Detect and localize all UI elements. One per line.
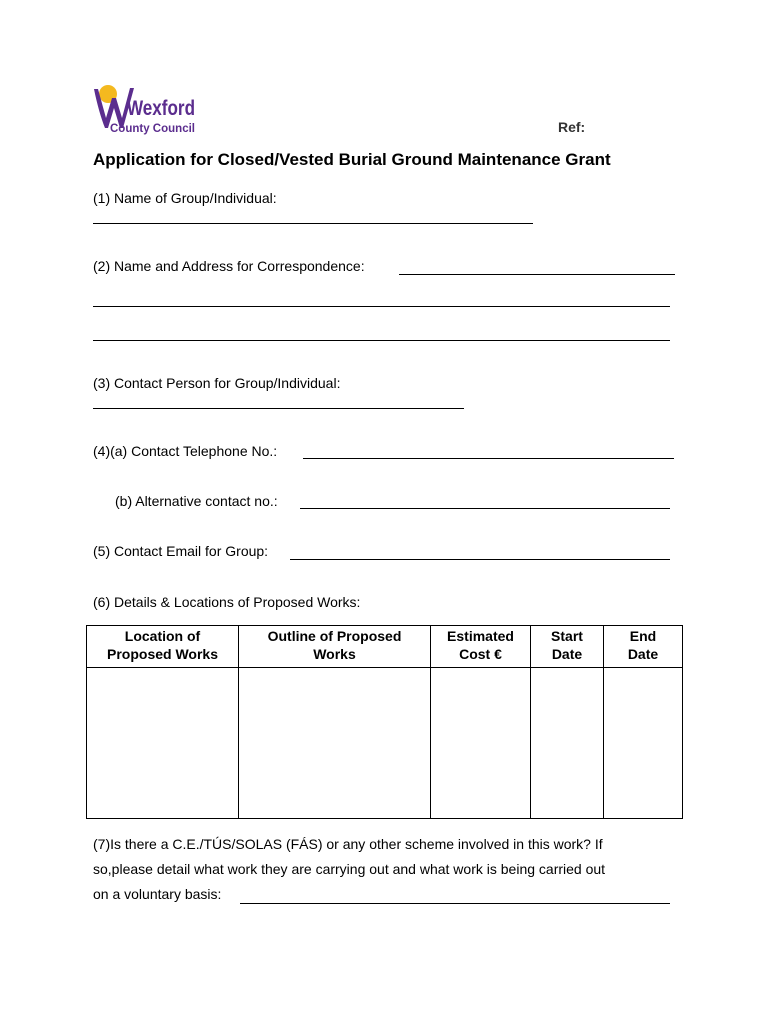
form-title: Application for Closed/Vested Burial Ground Maintenance Grant [93,150,611,169]
contact-email-input[interactable] [290,539,670,560]
q4b-label: (b) Alternative contact no.: [115,493,278,509]
correspondence-address-line-1-input[interactable] [93,286,670,307]
proposed-works-table [86,625,683,819]
location-cell[interactable] [87,668,239,819]
wexford-county-council-logo [92,84,202,140]
q6-label: (6) Details & Locations of Proposed Works: [93,594,361,610]
column-header-cost: Estimated Cost € [431,626,531,668]
correspondence-name-input[interactable] [399,254,675,275]
start-date-cell[interactable] [531,668,604,819]
q7-line-2: so,please detail what work they are carrying out and what work is being carried out [93,861,606,877]
q2-label: (2) Name and Address for Correspondence: [93,258,365,274]
q7-line-1: (7)Is there a C.E./TÚS/SOLAS (FÁS) or any other scheme involved in this work? If [93,836,603,852]
q4a-label: (4)(a) Contact Telephone No.: [93,443,278,459]
column-header-end-date: End Date [604,626,683,668]
logo-name: Wexford [127,97,195,120]
alternative-contact-input[interactable] [300,488,670,509]
end-date-cell[interactable] [604,668,683,819]
cost-cell[interactable] [431,668,531,819]
table-row [87,668,683,819]
q7-line-3: on a voluntary basis: [93,886,222,902]
column-header-location: Location of Proposed Works [87,626,239,668]
ref-label: Ref: [558,119,586,135]
correspondence-address-line-2-input[interactable] [93,320,670,341]
name-of-group-input[interactable] [93,203,533,224]
q3-label: (3) Contact Person for Group/Individual: [93,375,341,391]
column-header-outline: Outline of Proposed Works [239,626,431,668]
outline-cell[interactable] [239,668,431,819]
contact-telephone-input[interactable] [303,438,674,459]
table-header-row [87,626,683,668]
logo-subtitle: County Council [110,121,195,135]
q1-label: (1) Name of Group/Individual: [93,190,277,206]
q5-label: (5) Contact Email for Group: [93,543,269,559]
contact-person-input[interactable] [93,388,464,409]
column-header-start-date: Start Date [531,626,604,668]
voluntary-basis-input[interactable] [240,883,670,904]
